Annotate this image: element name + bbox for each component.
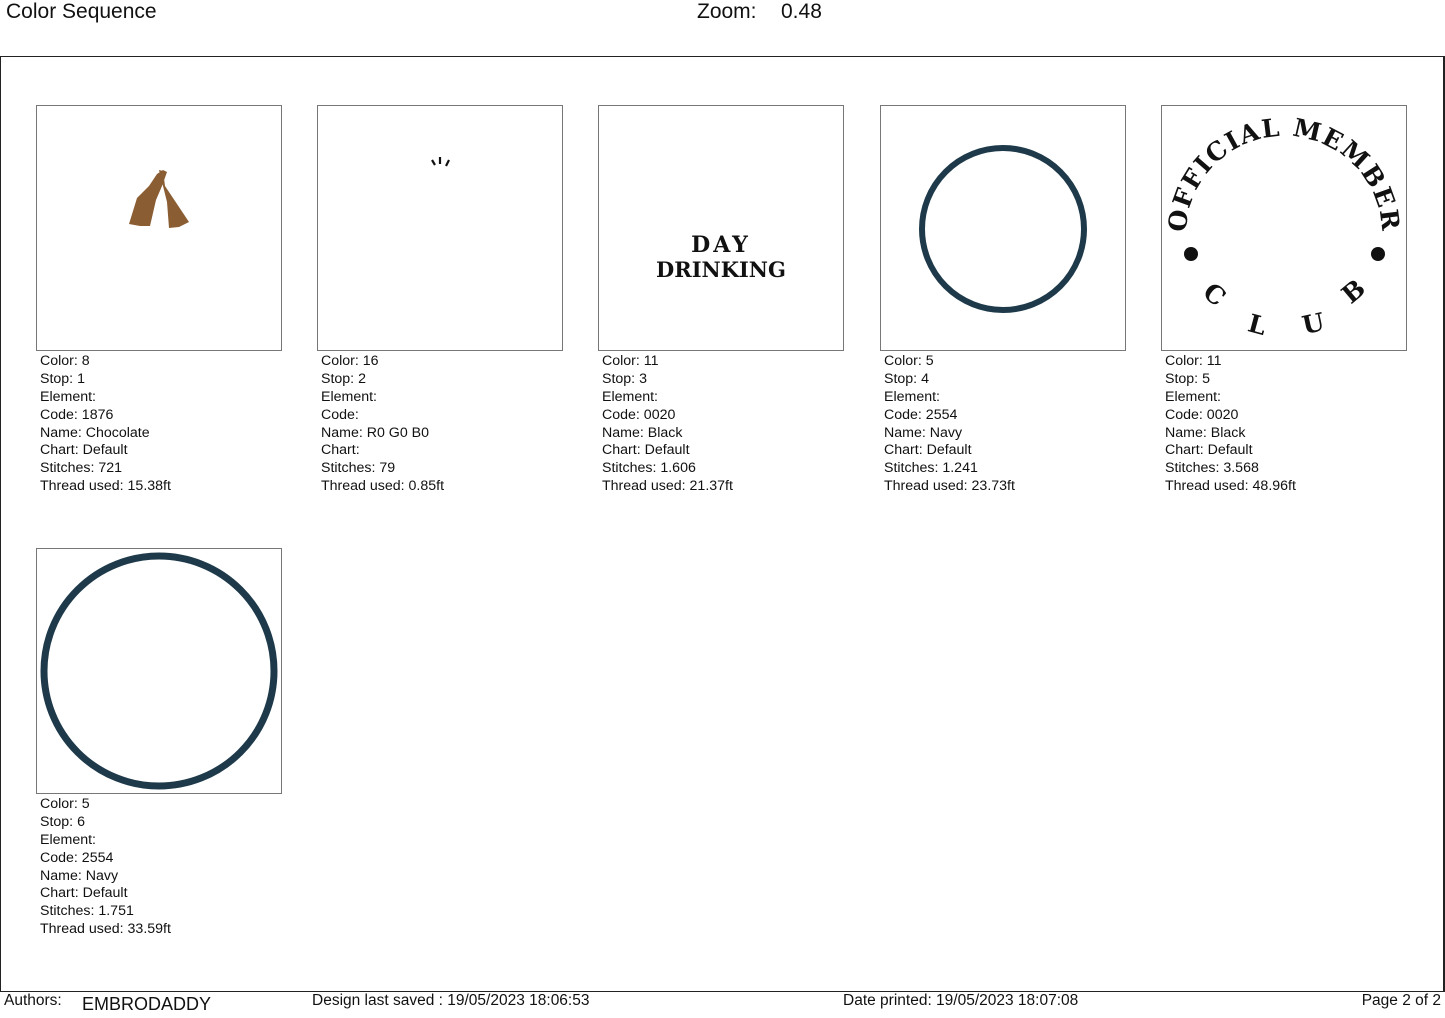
official-member-text: OFFICIAL MEMBER bbox=[1162, 112, 1406, 234]
small-ring-icon bbox=[881, 106, 1125, 350]
element-label: Element: bbox=[602, 388, 658, 405]
thread-name: Name: Navy bbox=[40, 867, 119, 884]
element-label: Element: bbox=[1165, 388, 1221, 405]
date-printed: Date printed: 19/05/2023 18:07:08 bbox=[843, 992, 1079, 1009]
drinking-text: DRINKING bbox=[656, 257, 786, 282]
thread-name: Name: R0 G0 B0 bbox=[321, 424, 430, 441]
stop-number: Stop: 6 bbox=[40, 813, 85, 830]
zoom-label: Zoom: bbox=[697, 0, 757, 23]
clink-mark-right bbox=[446, 160, 449, 166]
clink-mark-left bbox=[432, 160, 435, 165]
club-letter-c: C bbox=[1197, 276, 1232, 312]
left-dot bbox=[1184, 247, 1198, 261]
stop-number: Stop: 5 bbox=[1165, 370, 1210, 387]
stop-number: Stop: 2 bbox=[321, 370, 366, 387]
navy-ring-large bbox=[44, 556, 274, 786]
day-drinking-text-art bbox=[599, 106, 843, 350]
stop-info-4 bbox=[884, 353, 1015, 496]
stitch-count: Stitches: 1.751 bbox=[40, 903, 134, 920]
stop-number: Stop: 4 bbox=[884, 370, 929, 387]
thread-used: Thread used: 21.37ft bbox=[602, 478, 733, 495]
chart-name: Chart: Default bbox=[1165, 442, 1253, 459]
stop-thumbnail-2 bbox=[317, 105, 563, 351]
stop-number: Stop: 1 bbox=[40, 370, 85, 387]
color-number: Color: 11 bbox=[602, 353, 659, 369]
stop-info-5 bbox=[1165, 353, 1296, 496]
thread-used: Thread used: 33.59ft bbox=[40, 921, 171, 938]
navy-ring bbox=[922, 148, 1084, 310]
page-title: Color Sequence bbox=[6, 0, 157, 23]
thread-name: Name: Black bbox=[602, 424, 683, 441]
club-letter-l: L bbox=[1244, 308, 1270, 342]
chart-name: Chart: Default bbox=[40, 885, 128, 902]
right-dot bbox=[1371, 247, 1385, 261]
color-number: Color: 5 bbox=[40, 796, 90, 812]
color-number: Color: 16 bbox=[321, 353, 379, 369]
page-number: Page 2 of 2 bbox=[1361, 992, 1441, 1009]
zoom-value: 0.48 bbox=[781, 0, 822, 23]
thread-code: Code: bbox=[321, 406, 359, 423]
element-label: Element: bbox=[321, 388, 377, 405]
thread-code: Code: 1876 bbox=[40, 406, 114, 423]
thread-code: Code: 0020 bbox=[1165, 406, 1239, 423]
element-label: Element: bbox=[40, 388, 96, 405]
color-number: Color: 11 bbox=[1165, 353, 1222, 369]
stitch-count: Stitches: 3.568 bbox=[1165, 460, 1259, 477]
club-arc-text-art bbox=[1162, 106, 1406, 350]
beer-bottles-icon bbox=[37, 106, 281, 350]
stop-info-1 bbox=[40, 353, 171, 496]
club-letter-u: U bbox=[1299, 307, 1327, 341]
chart-name: Chart: Default bbox=[884, 442, 972, 459]
thread-used: Thread used: 15.38ft bbox=[40, 478, 171, 495]
design-last-saved: Design last saved : 19/05/2023 18:06:53 bbox=[312, 992, 590, 1009]
stop-thumbnail-3 bbox=[598, 105, 844, 351]
stitch-count: Stitches: 1.241 bbox=[884, 460, 978, 477]
chart-name: Chart: Default bbox=[40, 442, 128, 459]
stitch-count: Stitches: 79 bbox=[321, 460, 396, 477]
authors-label: Authors: bbox=[4, 992, 62, 1009]
thread-used: Thread used: 23.73ft bbox=[884, 478, 1015, 495]
thread-used: Thread used: 48.96ft bbox=[1165, 478, 1296, 495]
stop-thumbnail-1 bbox=[36, 105, 282, 351]
thread-code: Code: 2554 bbox=[40, 849, 114, 866]
right-bottle-shape bbox=[159, 170, 189, 228]
stop-info-2 bbox=[321, 353, 444, 496]
stop-number: Stop: 3 bbox=[602, 370, 647, 387]
chart-name: Chart: bbox=[321, 442, 360, 459]
chart-name: Chart: Default bbox=[602, 442, 690, 459]
stitch-count: Stitches: 1.606 bbox=[602, 460, 696, 477]
color-number: Color: 5 bbox=[884, 353, 934, 369]
club-letter-b: B bbox=[1336, 273, 1371, 310]
large-ring-icon bbox=[37, 549, 281, 793]
authors-value: EMBRODADDY bbox=[82, 994, 212, 1014]
day-text: DAY bbox=[691, 232, 751, 258]
official-member-arc-text bbox=[1163, 113, 1406, 234]
element-label: Element: bbox=[40, 831, 96, 848]
thread-code: Code: 0020 bbox=[602, 406, 676, 423]
thread-code: Code: 2554 bbox=[884, 406, 958, 423]
stitch-count: Stitches: 721 bbox=[40, 460, 123, 477]
element-label: Element: bbox=[884, 388, 940, 405]
color-number: Color: 8 bbox=[40, 353, 90, 369]
stop-thumbnail-5 bbox=[1161, 105, 1407, 351]
thread-name: Name: Chocolate bbox=[40, 424, 150, 441]
stop-thumbnail-4 bbox=[880, 105, 1126, 351]
thread-used: Thread used: 0.85ft bbox=[321, 478, 445, 495]
thread-name: Name: Black bbox=[1165, 424, 1246, 441]
stop-thumbnail-6 bbox=[36, 548, 282, 794]
thread-name: Name: Navy bbox=[884, 424, 963, 441]
stop-info-3 bbox=[602, 353, 733, 496]
clink-marks-icon bbox=[318, 106, 562, 350]
stop-info-6 bbox=[40, 796, 171, 939]
